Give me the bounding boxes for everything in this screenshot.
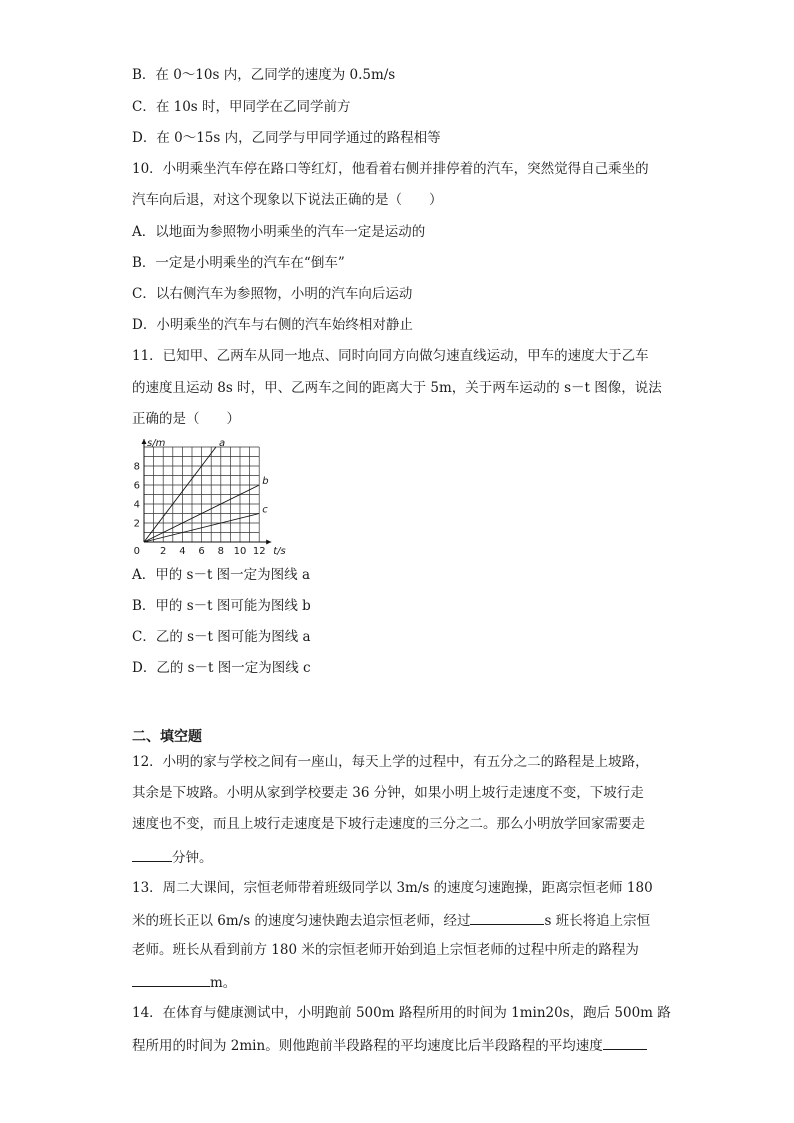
- st-graph: [128, 436, 298, 558]
- q11-option-a: A．甲的 s－t 图一定为图线 a: [132, 567, 311, 583]
- q12-line-1: 12．小明的家与学校之间有一座山，每天上学的过程中，有五分之二的路程是上坡路，: [132, 754, 649, 770]
- y-axis-arrow: [142, 439, 147, 444]
- x-tick-label: 10: [233, 546, 247, 557]
- series-label-c: c: [262, 504, 268, 516]
- q10-option-b: B．一定是小明乘坐的汽车在“倒车”: [132, 255, 345, 271]
- y-tick-label: 4: [133, 499, 140, 511]
- y-axis-label: s/m: [147, 438, 166, 449]
- q13-line-3: 老师。班长从看到前方 180 米的宗恒老师开始到追上宗恒老师的过程中所走的路程为: [132, 942, 639, 958]
- section-title: 二、填空题: [132, 729, 202, 745]
- q11-option-c: C．乙的 s－t 图可能为图线 a: [132, 629, 311, 645]
- q12-line-4: 分钟。: [132, 847, 213, 867]
- q11-option-d: D．乙的 s－t 图一定为图线 c: [132, 660, 311, 676]
- x-tick-label: 12: [252, 546, 266, 557]
- q14-line-1: 14．在体育与健康测试中，小明跑前 500m 路程所用的时间为 1min20s，跑后 500m 路: [132, 1005, 671, 1021]
- y-tick-label: 2: [133, 518, 140, 530]
- q11-option-b: B．甲的 s－t 图可能为图线 b: [132, 598, 311, 614]
- q10-option-a: A．以地面为参照物小明乘坐的汽车一定是运动的: [132, 224, 426, 240]
- series-label-a: a: [219, 438, 226, 449]
- q11-stem-line-3: 正确的是（ ）: [132, 411, 240, 427]
- x-tick-label: 8: [217, 546, 224, 557]
- q13-line-1: 13．周二大课间，宗恒老师带着班级同学以 3m/s 的速度匀速跑操，距离宗恒老师 180: [132, 880, 653, 896]
- q14-line-2: 程所用的时间为 2min。则他跑前半段路程的平均速度比后半段路程的平均速度: [132, 1035, 647, 1055]
- q11-stem-line-1: 11．已知甲、乙两车从同一地点、同时向同方向做匀速直线运动，甲车的速度大于乙车: [132, 348, 649, 364]
- x-axis-arrow: [266, 540, 271, 545]
- q9-option-c: C．在 10s 时，甲同学在乙同学前方: [132, 99, 351, 115]
- x-tick-label: 4: [179, 546, 186, 557]
- q10-stem-line-1: 10．小明乘坐汽车停在路口等红灯，他看着右侧并排停着的汽车，突然觉得自己乘坐的: [132, 161, 649, 177]
- answer-blank[interactable]: [603, 1035, 647, 1050]
- q13-line-2: 米的班长正以 6m/s 的速度匀速快跑去追宗恒老师，经过 s 班长将追上宗恒: [132, 910, 650, 930]
- series-label-b: b: [262, 476, 269, 487]
- q9-option-b: B．在 0～10s 内，乙同学的速度为 0.5m/s: [132, 67, 396, 83]
- x-tick-label: 6: [198, 546, 205, 557]
- q9-option-d: D．在 0～15s 内，乙同学与甲同学通过的路程相等: [132, 130, 441, 146]
- answer-blank[interactable]: [132, 847, 172, 862]
- q12-line-3: 速度也不变，而且上坡行走速度是下坡行走速度的三分之二。那么小明放学回家需要走: [132, 816, 645, 832]
- y-tick-label: 8: [133, 461, 140, 473]
- q12-line-2: 其余是下坡路。小明从家到学校要走 36 分钟，如果小明上坡行走速度不变，下坡行走: [132, 785, 644, 801]
- q10-option-c: C．以右侧汽车为参照物，小明的汽车向后运动: [132, 286, 413, 302]
- x-tick-label: 2: [160, 546, 167, 557]
- y-tick-label: 6: [133, 480, 140, 492]
- answer-blank[interactable]: [132, 972, 210, 987]
- answer-blank[interactable]: [470, 910, 544, 925]
- q11-stem-line-2: 的速度且运动 8s 时，甲、乙两车之间的距离大于 5m，关于两车运动的 s－t 图像，说法: [132, 380, 662, 396]
- q10-option-d: D．小明乘坐的汽车与右侧的汽车始终相对静止: [132, 317, 413, 333]
- graph-axes: [142, 439, 272, 545]
- origin-label: 0: [133, 546, 140, 557]
- q13-line-4: m。: [132, 972, 236, 992]
- x-axis-label: t/s: [273, 546, 286, 557]
- q10-stem-line-2: 汽车向后退，对这个现象以下说法正确的是（ ）: [132, 192, 443, 208]
